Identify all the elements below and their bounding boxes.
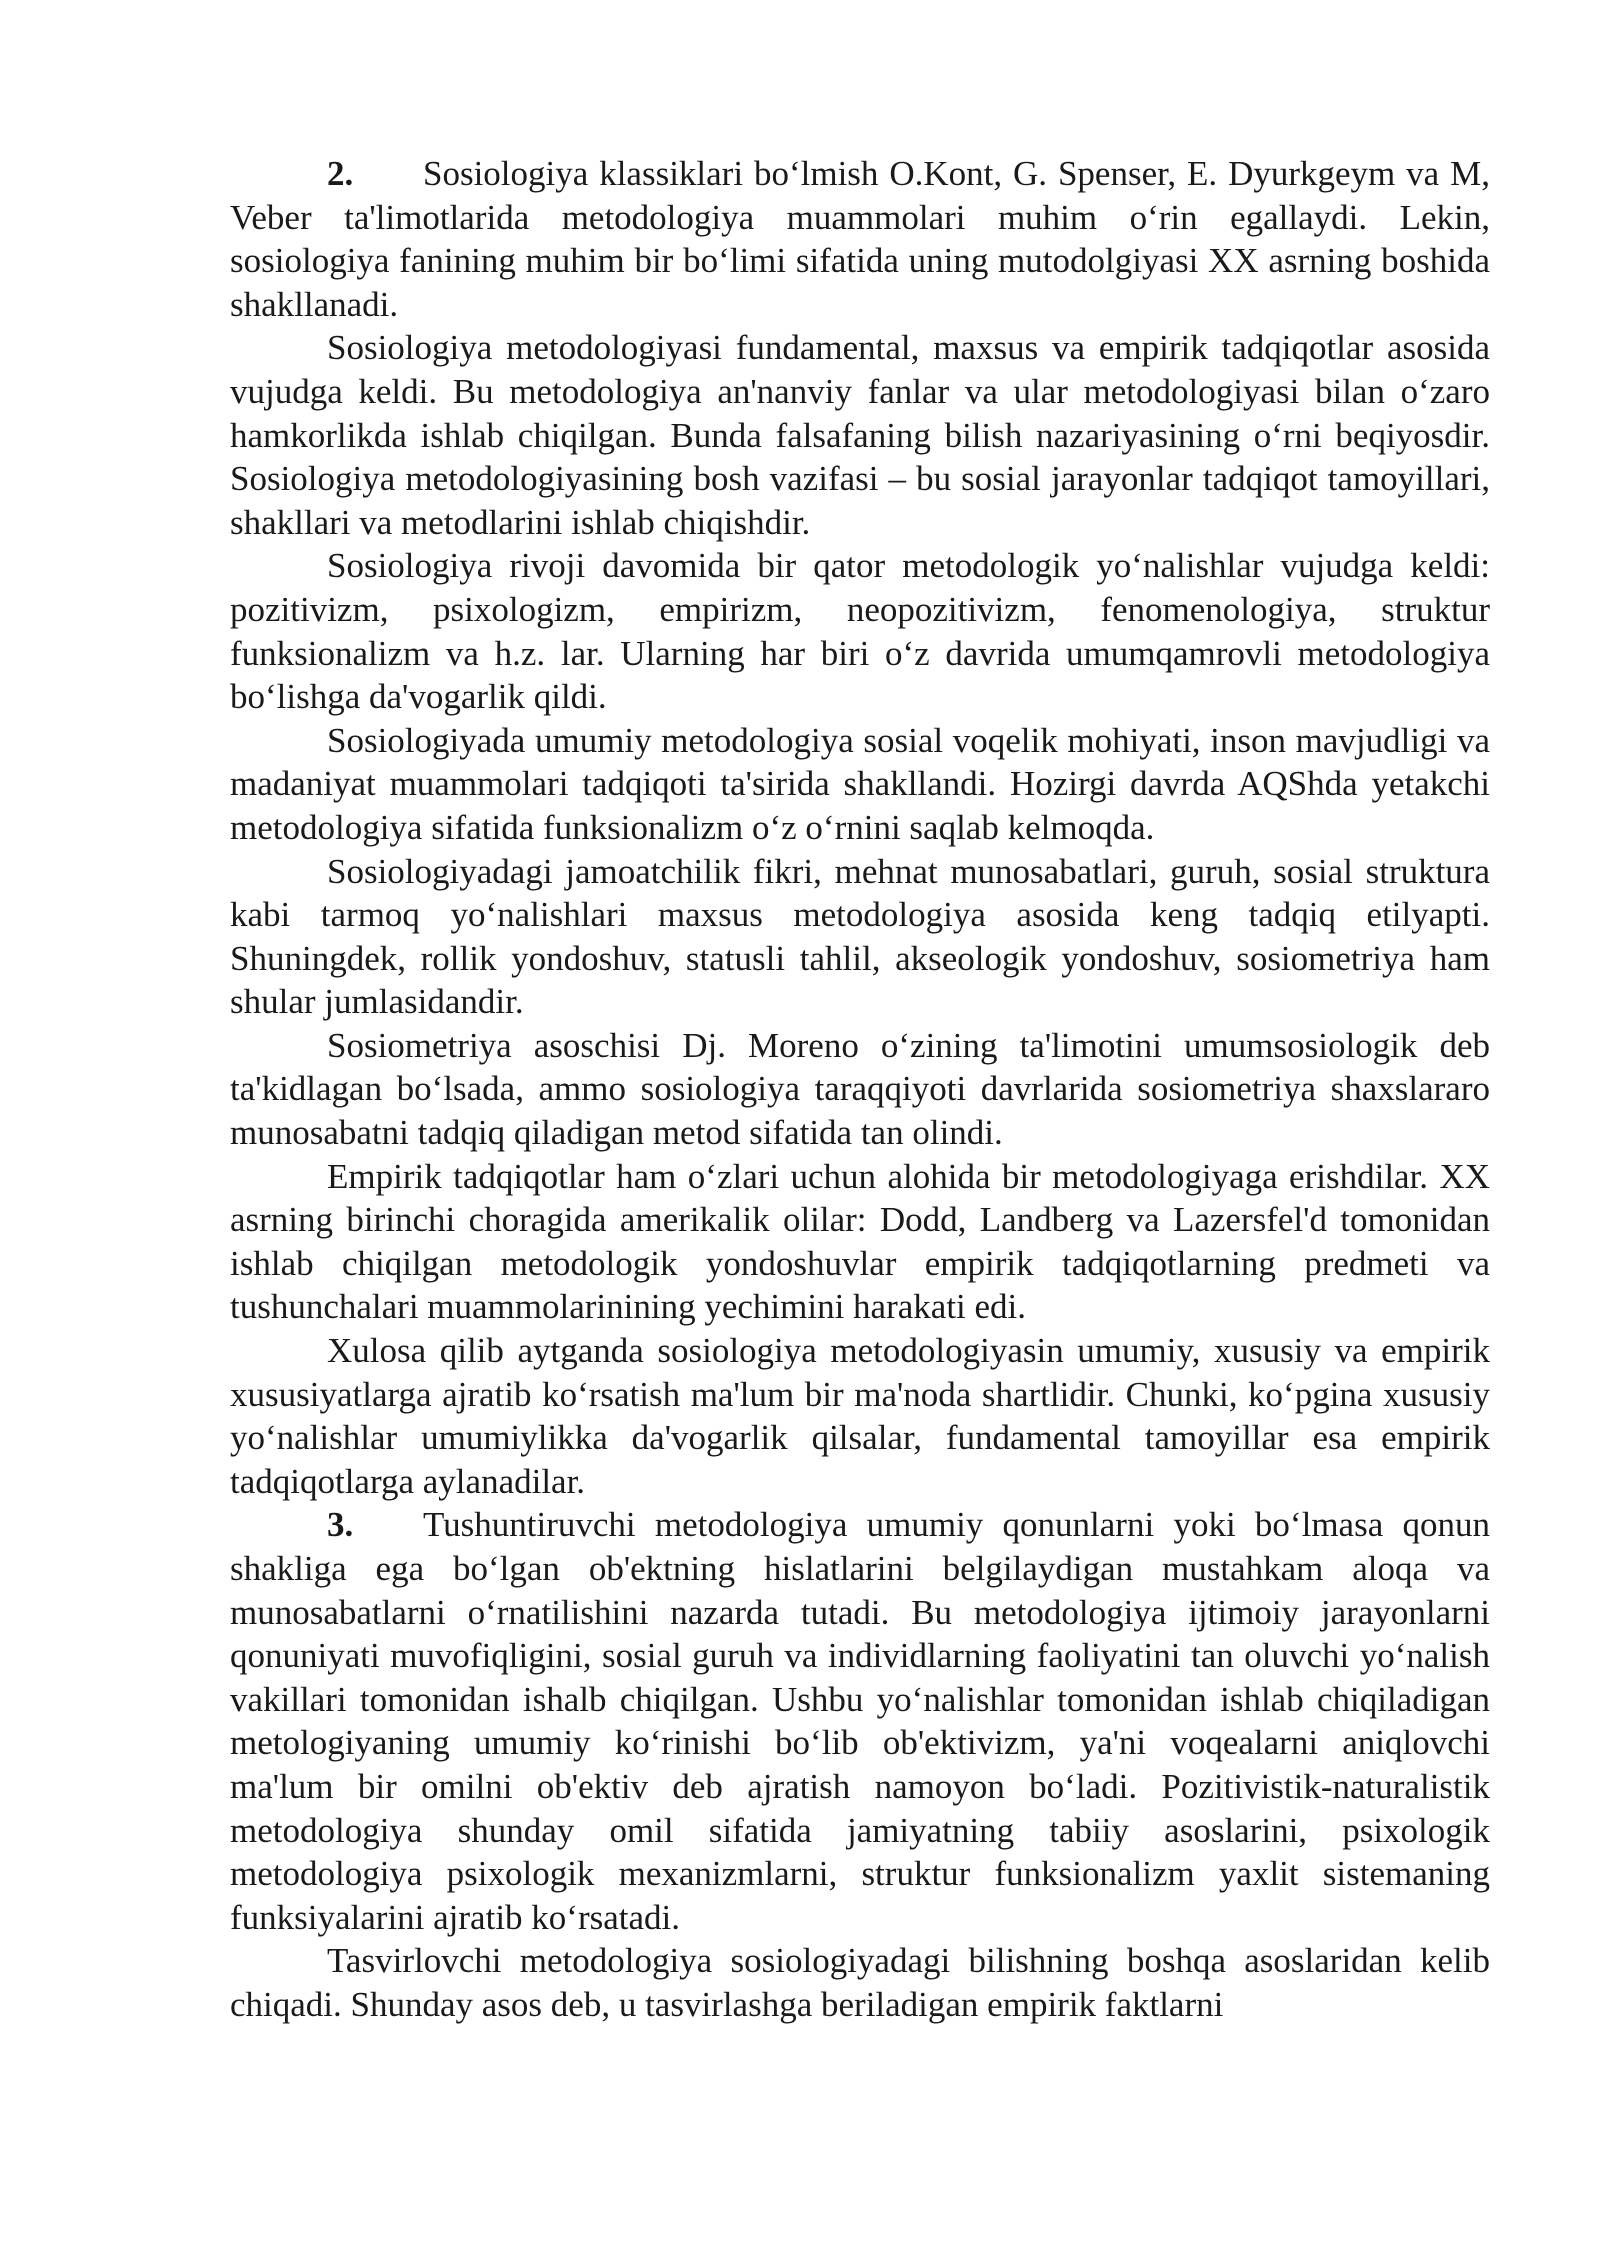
- section-number-3: 3.: [327, 1505, 354, 1545]
- paragraph-10: Tasvirlovchi metodologiya sosiologiyadagi bilishning boshqa asoslaridan kelib chiqadi. Shunday asos deb, u tasvirlashga beriladigan empirik faktlarni: [230, 1941, 1490, 2024]
- paragraph-1: [230, 152, 1490, 326]
- paragraph-4: Sosiologiyada umumiy metodologiya sosial voqelik mohiyati, inson mavjudligi va madaniyat muammolari tadqiqoti ta'sirida shakllandi. Hozirgi davrda AQShda yetakchi metodologiya sifatida funksionalizm oʻz oʻrnini saqlab kelmoqda.: [230, 720, 1490, 847]
- document-page: [230, 152, 1490, 2027]
- paragraph-5: Sosiologiyadagi jamoatchilik fikri, mehnat munosabatlari, guruh, sosial struktura kabi tarmoq yoʻnalishlari maxsus metodologiya asosida keng tadqiq etilyapti. Shuningdek, rollik yondoshuv, statusli tahlil, akseologik yondoshuv, sosiometriya ham shular jumlasidandir.: [230, 851, 1490, 1022]
- section-number-2: 2.: [327, 154, 354, 193]
- paragraph-8: Xulosa qilib aytganda sosiologiya metodologiyasin umumiy, xususiy va empirik xususiyatlarga ajratib koʻrsatish ma'lum bir ma'noda shartlidir. Chunki, koʻpgina xususiy yoʻnalishlar umumiylikka da'vogarlik qilsalar, fundamental tamoyillar esa empirik tadqiqotlarga aylanadilar.: [230, 1331, 1490, 1501]
- paragraph-6: Sosiometriya asoschisi Dj. Moreno oʻzining ta'limotini umumsosiologik deb ta'kidlagan boʻlsada, ammo sosiologiya taraqqiyoti davrlarida sosiometriya shaxslararo munosabatni tadqiq qiladigan metod sifatida tan olindi.: [230, 1025, 1490, 1153]
- paragraph-9: [230, 1503, 1490, 1939]
- paragraph-7: Empirik tadqiqotlar ham oʻzlari uchun alohida bir metodologiyaga erishdilar. XX asrning birinchi choragida amerikalik olilar: Dodd, Landberg va Lazersfel'd tomonidan ishlab chiqilgan metodologik yondoshuvlar empirik tadqiqotlarning predmeti va tushunchalari muammolarinining yechimini harakati edi.: [230, 1156, 1490, 1327]
- paragraph-text: Sosiologiya klassiklari boʻlmish O.Kont, G. Spenser, E. Dyurkgeym va M, Veber ta'limotlarida metodologiya muammolari muhim oʻrin egallaydi. Lekin, sosiologiya fanining muhim bir boʻlimi sifatida uning mutodolgiyasi XX asrning boshida shakllanadi.: [230, 154, 1490, 324]
- paragraph-2: Sosiologiya metodologiyasi fundamental, maxsus va empirik tadqiqotlar asosida vujudga keldi. Bu metodologiya an'nanviy fanlar va ular metodologiyasi bilan oʻzaro hamkorlikda ishlab chiqilgan. Bunda falsafaning bilish nazariyasining oʻrni beqiyosdir. Sosiologiya metodologiyasining bosh vazifasi – bu sosial jarayonlar tadqiqot tamoyillari, shakllari va metodlarini ishlab chiqishdir.: [230, 328, 1490, 542]
- paragraph-3: Sosiologiya rivoji davomida bir qator metodologik yoʻnalishlar vujudga keldi: pozitivizm, psixologizm, empirizm, neopozitivizm, fenomenologiya, struktur funksionalizm va h.z. lar. Ularning har biri oʻz davrida umumqamrovli metodologiya boʻlishga da'vogarlik qildi.: [230, 546, 1490, 717]
- paragraph-text: Tushuntiruvchi metodologiya umumiy qonunlarni yoki boʻlmasa qonun shakliga ega boʻlgan ob'ektning hislatlarini belgilaydigan mustahkam aloqa va munosabatlarni oʻrnatilishini nazarda tutadi. Bu metodologiya ijtimoiy jarayonlarni qonuniyati muvofiqligini, sosial guruh va individlarning faoliyatini tan oluvchi yoʻnalish vakillari tomonidan ishalb chiqilgan. Ushbu yoʻnalishlar tomonidan ishlab chiqiladigan metologiyaning umumiy koʻrinishi boʻlib ob'ektivizm, ya'ni voqealarni aniqlovchi ma'lum bir omilni ob'ektiv deb ajratish namoyon boʻladi. Pozitivistik-naturalistik metodologiya shunday omil sifatida jamiyatning tabiiy asoslarini, psixologik metodologiya psixologik mexanizmlarni, struktur funksionalizm yaxlit sistemaning funksiyalarini ajratib koʻrsatadi.: [230, 1505, 1490, 1937]
